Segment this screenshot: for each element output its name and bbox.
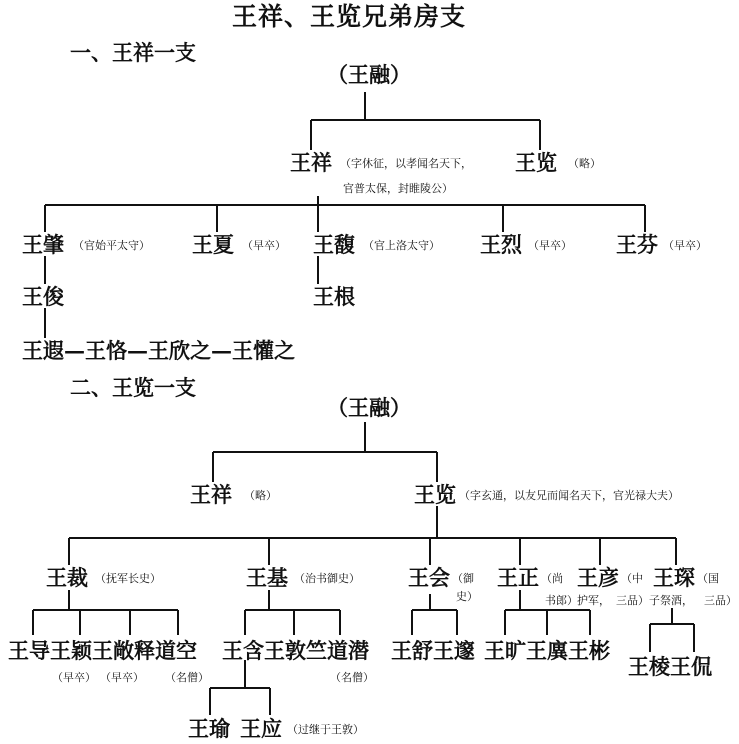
s2-node-wanghui: 王会 — [408, 565, 450, 590]
s2-note-wangchen-1: （国 — [697, 572, 719, 585]
s1-node-wangxia: 王夏 — [192, 232, 234, 257]
s2-cai-children-note-3: （名僧） — [165, 671, 209, 684]
s2-ji-children: 王含王敦竺道潜 — [222, 638, 369, 663]
s1-note-wangxiang-2: 官普太保，封睢陵公） — [343, 182, 453, 195]
s2-cai-children-note-1: （早卒） — [52, 671, 96, 684]
section1-heading: 一、王祥一支 — [70, 40, 196, 65]
s1-node-wangfu: 王馥 — [313, 232, 355, 257]
s2-cai-children: 王导王颖王敞释道空 — [8, 638, 197, 663]
s1-note-wanglie: （早卒） — [528, 239, 572, 252]
s1-note-wangxia: （早卒） — [242, 239, 286, 252]
s2-node-wangzheng: 王正 — [497, 565, 539, 590]
s2-root-wangrong: （王融） — [327, 395, 411, 420]
s2-note-wanglan: （字玄通，以友兄而闻名天下，官光禄大夫） — [459, 489, 679, 502]
s2-node-wangyu: 王瑜 — [188, 716, 230, 741]
s1-note-wangzhao: （官始平太守） — [73, 239, 150, 252]
s2-note-wanghui-1: （御 — [452, 572, 474, 585]
s2-note-wangcai: （抚军长史） — [95, 572, 161, 585]
s2-note-wangxiang: （略） — [244, 489, 277, 502]
s2-node-wangxiang: 王祥 — [190, 482, 232, 507]
s1-root-wangrong: （王融） — [327, 62, 411, 87]
s1-node-wanglie: 王烈 — [480, 232, 522, 257]
s1-note-wangfen: （早卒） — [663, 239, 707, 252]
section2-heading: 二、王览一支 — [70, 375, 196, 400]
s2-zheng-children: 王旷王廙王彬 — [484, 638, 610, 663]
s2-note-wangying: （过继于王敦） — [287, 723, 364, 736]
s2-node-wangyan: 王彦 — [577, 565, 619, 590]
s2-node-wangji: 王基 — [246, 565, 288, 590]
s2-hui-children: 王舒王邃 — [391, 638, 475, 663]
s2-node-wanglan: 王览 — [414, 482, 456, 507]
s1-note-wangxiang-1: （字休征，以孝闻名天下， — [340, 157, 472, 170]
page-title: 王祥、王览兄弟房支 — [232, 2, 467, 31]
s1-descendant-chain: 王遐—王恪—王欣之—王懽之 — [22, 338, 295, 363]
s1-node-wanglan: 王览 — [515, 150, 557, 175]
s1-node-wangxiang: 王祥 — [290, 150, 332, 175]
s2-note-wangji: （治书御史） — [294, 572, 360, 585]
s2-node-wangying: 王应 — [240, 716, 282, 741]
s1-node-wangzhao: 王肇 — [22, 232, 64, 257]
s1-node-wangjun: 王俊 — [22, 284, 64, 309]
s2-note-wangzheng-1: （尚 — [541, 572, 563, 585]
s2-node-wangcai: 王裁 — [46, 565, 88, 590]
s2-note-wanghui-2: 史） — [456, 590, 478, 603]
s1-note-wanglan: （略） — [568, 157, 601, 170]
s1-node-wanggen: 王根 — [313, 284, 355, 309]
s2-ji-children-note: （名僧） — [330, 671, 374, 684]
s2-note-wangyan-2: 护军， — [577, 594, 610, 607]
s2-note-wangzheng-2: 书郎） — [545, 594, 578, 607]
s2-chen-children: 王棱王侃 — [628, 654, 712, 679]
s2-cai-children-note-2: （早卒） — [100, 671, 144, 684]
s2-note-wangyan-1: （中 — [621, 572, 643, 585]
s1-note-wangfu: （官上洛太守） — [363, 239, 440, 252]
s1-node-wangfen: 王芬 — [616, 232, 658, 257]
s2-note-wangchen-2: 三品）子祭酒， — [616, 594, 693, 607]
s2-note-wangchen-3: 三品） — [704, 594, 737, 607]
s2-node-wangchen: 王琛 — [653, 565, 695, 590]
